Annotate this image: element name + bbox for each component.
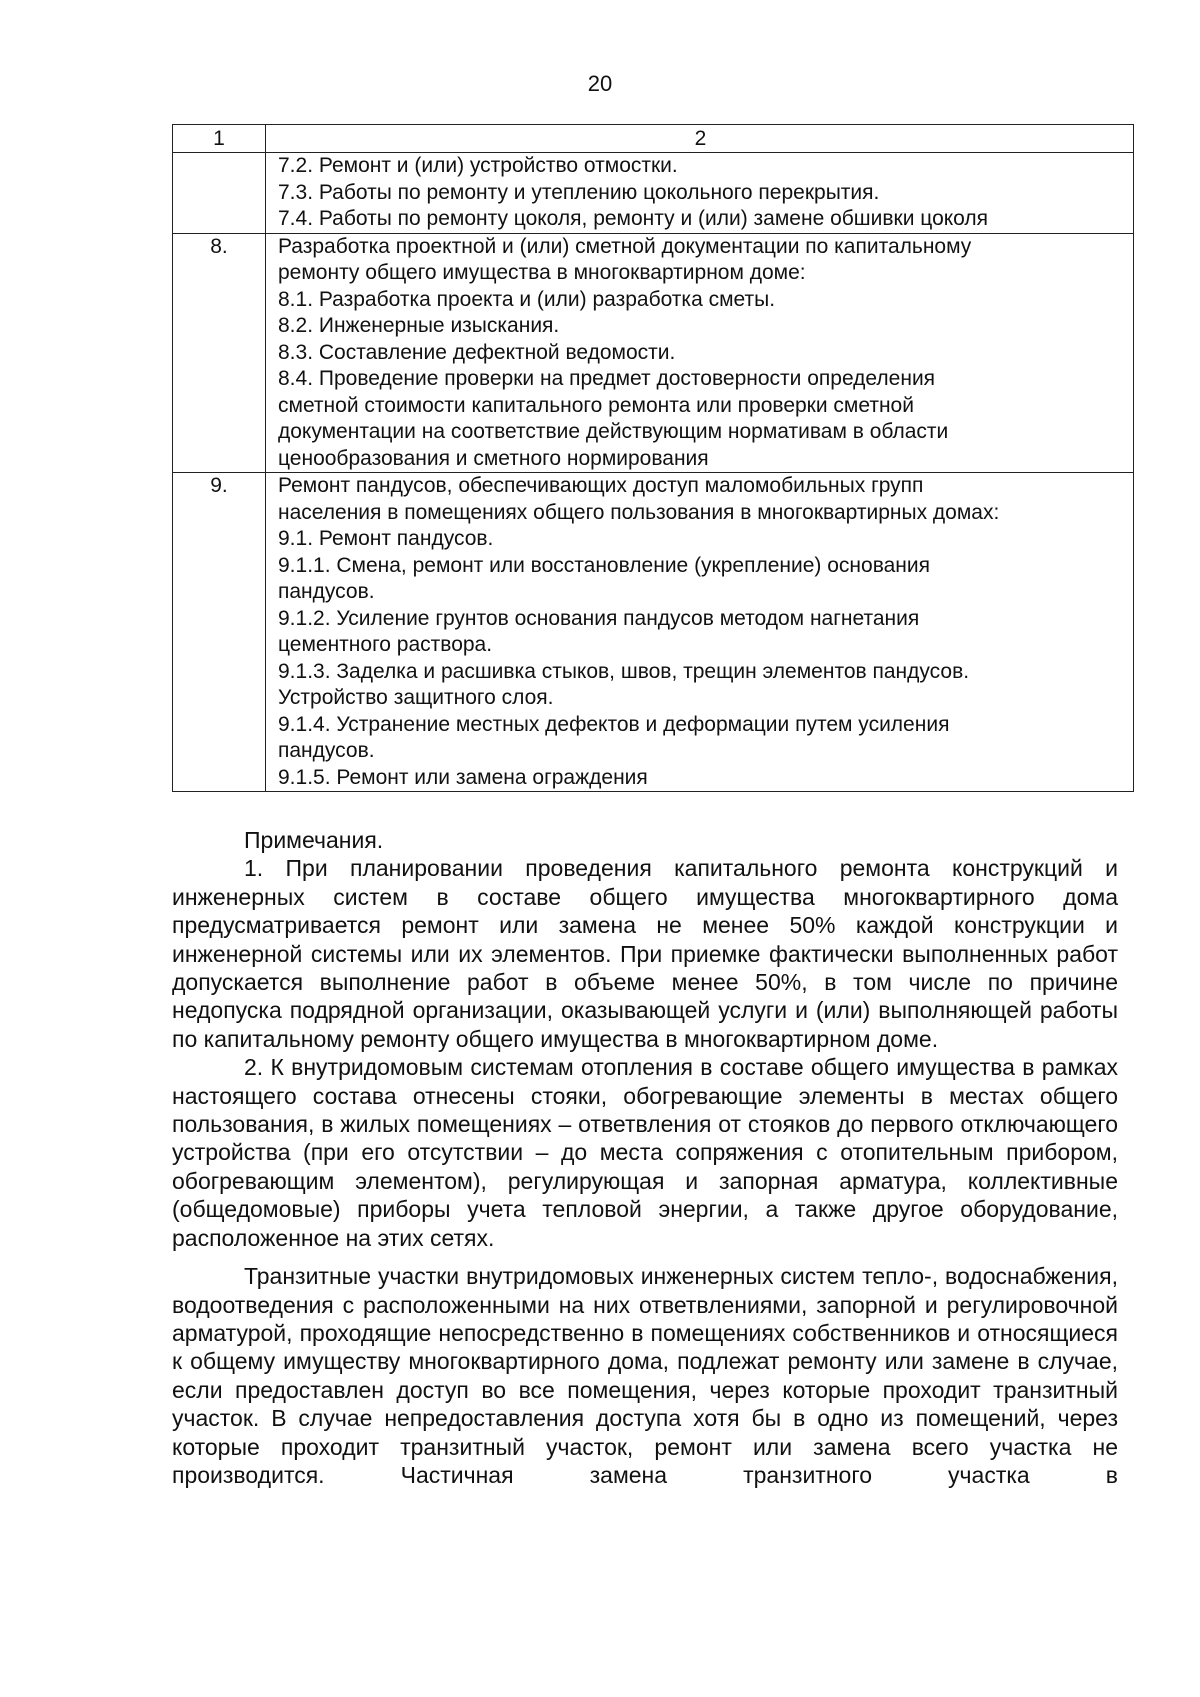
description-line: 9.1. Ремонт пандусов. — [278, 527, 494, 550]
table-header-row — [173, 125, 1134, 153]
table-row — [173, 233, 1134, 473]
description-line: ремонту общего имущества в многоквартирном доме: — [278, 261, 806, 284]
description-line: 9.1.3. Заделка и расшивка стыков, швов, трещин элементов пандусов. — [278, 659, 970, 683]
description-line: 9.1.1. Смена, ремонт или восстановление (укрепление) основания — [278, 553, 930, 577]
description-line: Разработка проектной и (или) сметной документации по капитальному — [278, 234, 972, 258]
row-description — [266, 153, 1134, 234]
description-line: документации на соответствие действующим нормативам в области — [278, 420, 949, 443]
notes-section — [172, 826, 1118, 1489]
description-line: 9.1.5. Ремонт или замена ограждения — [278, 765, 648, 789]
description-line: пандусов. — [278, 580, 375, 603]
header-col-number: 1 — [173, 125, 266, 153]
table-row — [173, 153, 1134, 234]
description-line: 8.1. Разработка проекта и (или) разработка сметы. — [278, 287, 776, 311]
description-line: 7.2. Ремонт и (или) устройство отмостки. — [278, 154, 678, 177]
note-paragraph: Транзитные участки внутридомовых инженерных систем тепло-, водоснабжения, водоотведения с расположенными на них ответвлениями, запорной и регулировочной арматурой, проходящие непосредственно в помещениях собственников и относящиеся к общему имуществу многоквартирного дома, подлежат ремонту или замене в случае, если предоставлен доступ во все помещения, через которые проходит транзитный участок. В случае непредоставления доступа хотя бы в одно из помещений, через которые проходит транзитный участок, ремонт или замена всего участка не производится. Частичная замена транзитного участка в — [172, 1263, 1118, 1488]
description-line: 7.3. Работы по ремонту и утеплению цокольного перекрытия. — [278, 180, 880, 204]
row-number: 8. — [173, 233, 266, 473]
description-line: населения в помещениях общего пользования в многоквартирных домах: — [278, 500, 1000, 524]
description-line: 9.1.2. Усиление грунтов основания пандусов методом нагнетания — [278, 606, 920, 630]
description-line: 7.4. Работы по ремонту цоколя, ремонту и (или) замене обшивки цоколя — [278, 207, 989, 230]
row-description — [266, 233, 1134, 473]
header-col-description: 2 — [266, 125, 1134, 153]
row-description — [266, 473, 1134, 792]
description-line: 8.3. Составление дефектной ведомости. — [278, 340, 676, 364]
description-line: 8.4. Проведение проверки на предмет достоверности определения — [278, 367, 936, 390]
table-row — [173, 473, 1134, 792]
note-paragraph: 2. К внутридомовым системам отопления в составе общего имущества в рамках настоящего состава отнесены стояки, обогревающие элементы в местах общего пользования, в жилых помещениях – ответвления от стояков до первого отключающего устройства (при его отсутствии – до места сопряжения с отопительным прибором, обогревающим элементом), регулирующая и запорная арматура, коллективные (общедомовые) приборы учета тепловой энергии, а также другое оборудование, расположенное на этих сетях. — [172, 1054, 1118, 1251]
row-number — [173, 153, 266, 234]
description-line: 9.1.4. Устранение местных дефектов и деформации путем усиления — [278, 712, 950, 736]
description-line: сметной стоимости капитального ремонта или проверки сметной — [278, 393, 914, 417]
notes-heading: Примечания. — [244, 827, 384, 853]
note-paragraph: 1. При планировании проведения капитального ремонта конструкций и инженерных систем в составе общего имущества многоквартирного дома предусматривается ремонт или замена не менее 50% каждой конструкции и инженерной системы или их элементов. При приемке фактически выполненных работ допускается выполнение работ в объеме менее 50%, в том числе по причине недопуска подрядной организации, оказывающей услуги и (или) выполняющей работы по капитальному ремонту общего имущества в многоквартирном доме. — [172, 855, 1118, 1052]
description-line: 8.2. Инженерные изыскания. — [278, 314, 560, 337]
description-line: цементного раствора. — [278, 633, 493, 656]
description-line: Устройство защитного слоя. — [278, 686, 554, 709]
row-number: 9. — [173, 473, 266, 792]
description-line: ценообразования и сметного нормирования — [278, 446, 709, 470]
page-number: 20 — [587, 71, 613, 96]
description-line: Ремонт пандусов, обеспечивающих доступ маломобильных групп — [278, 474, 924, 497]
work-list-table — [172, 124, 1134, 792]
description-line: пандусов. — [278, 739, 375, 762]
